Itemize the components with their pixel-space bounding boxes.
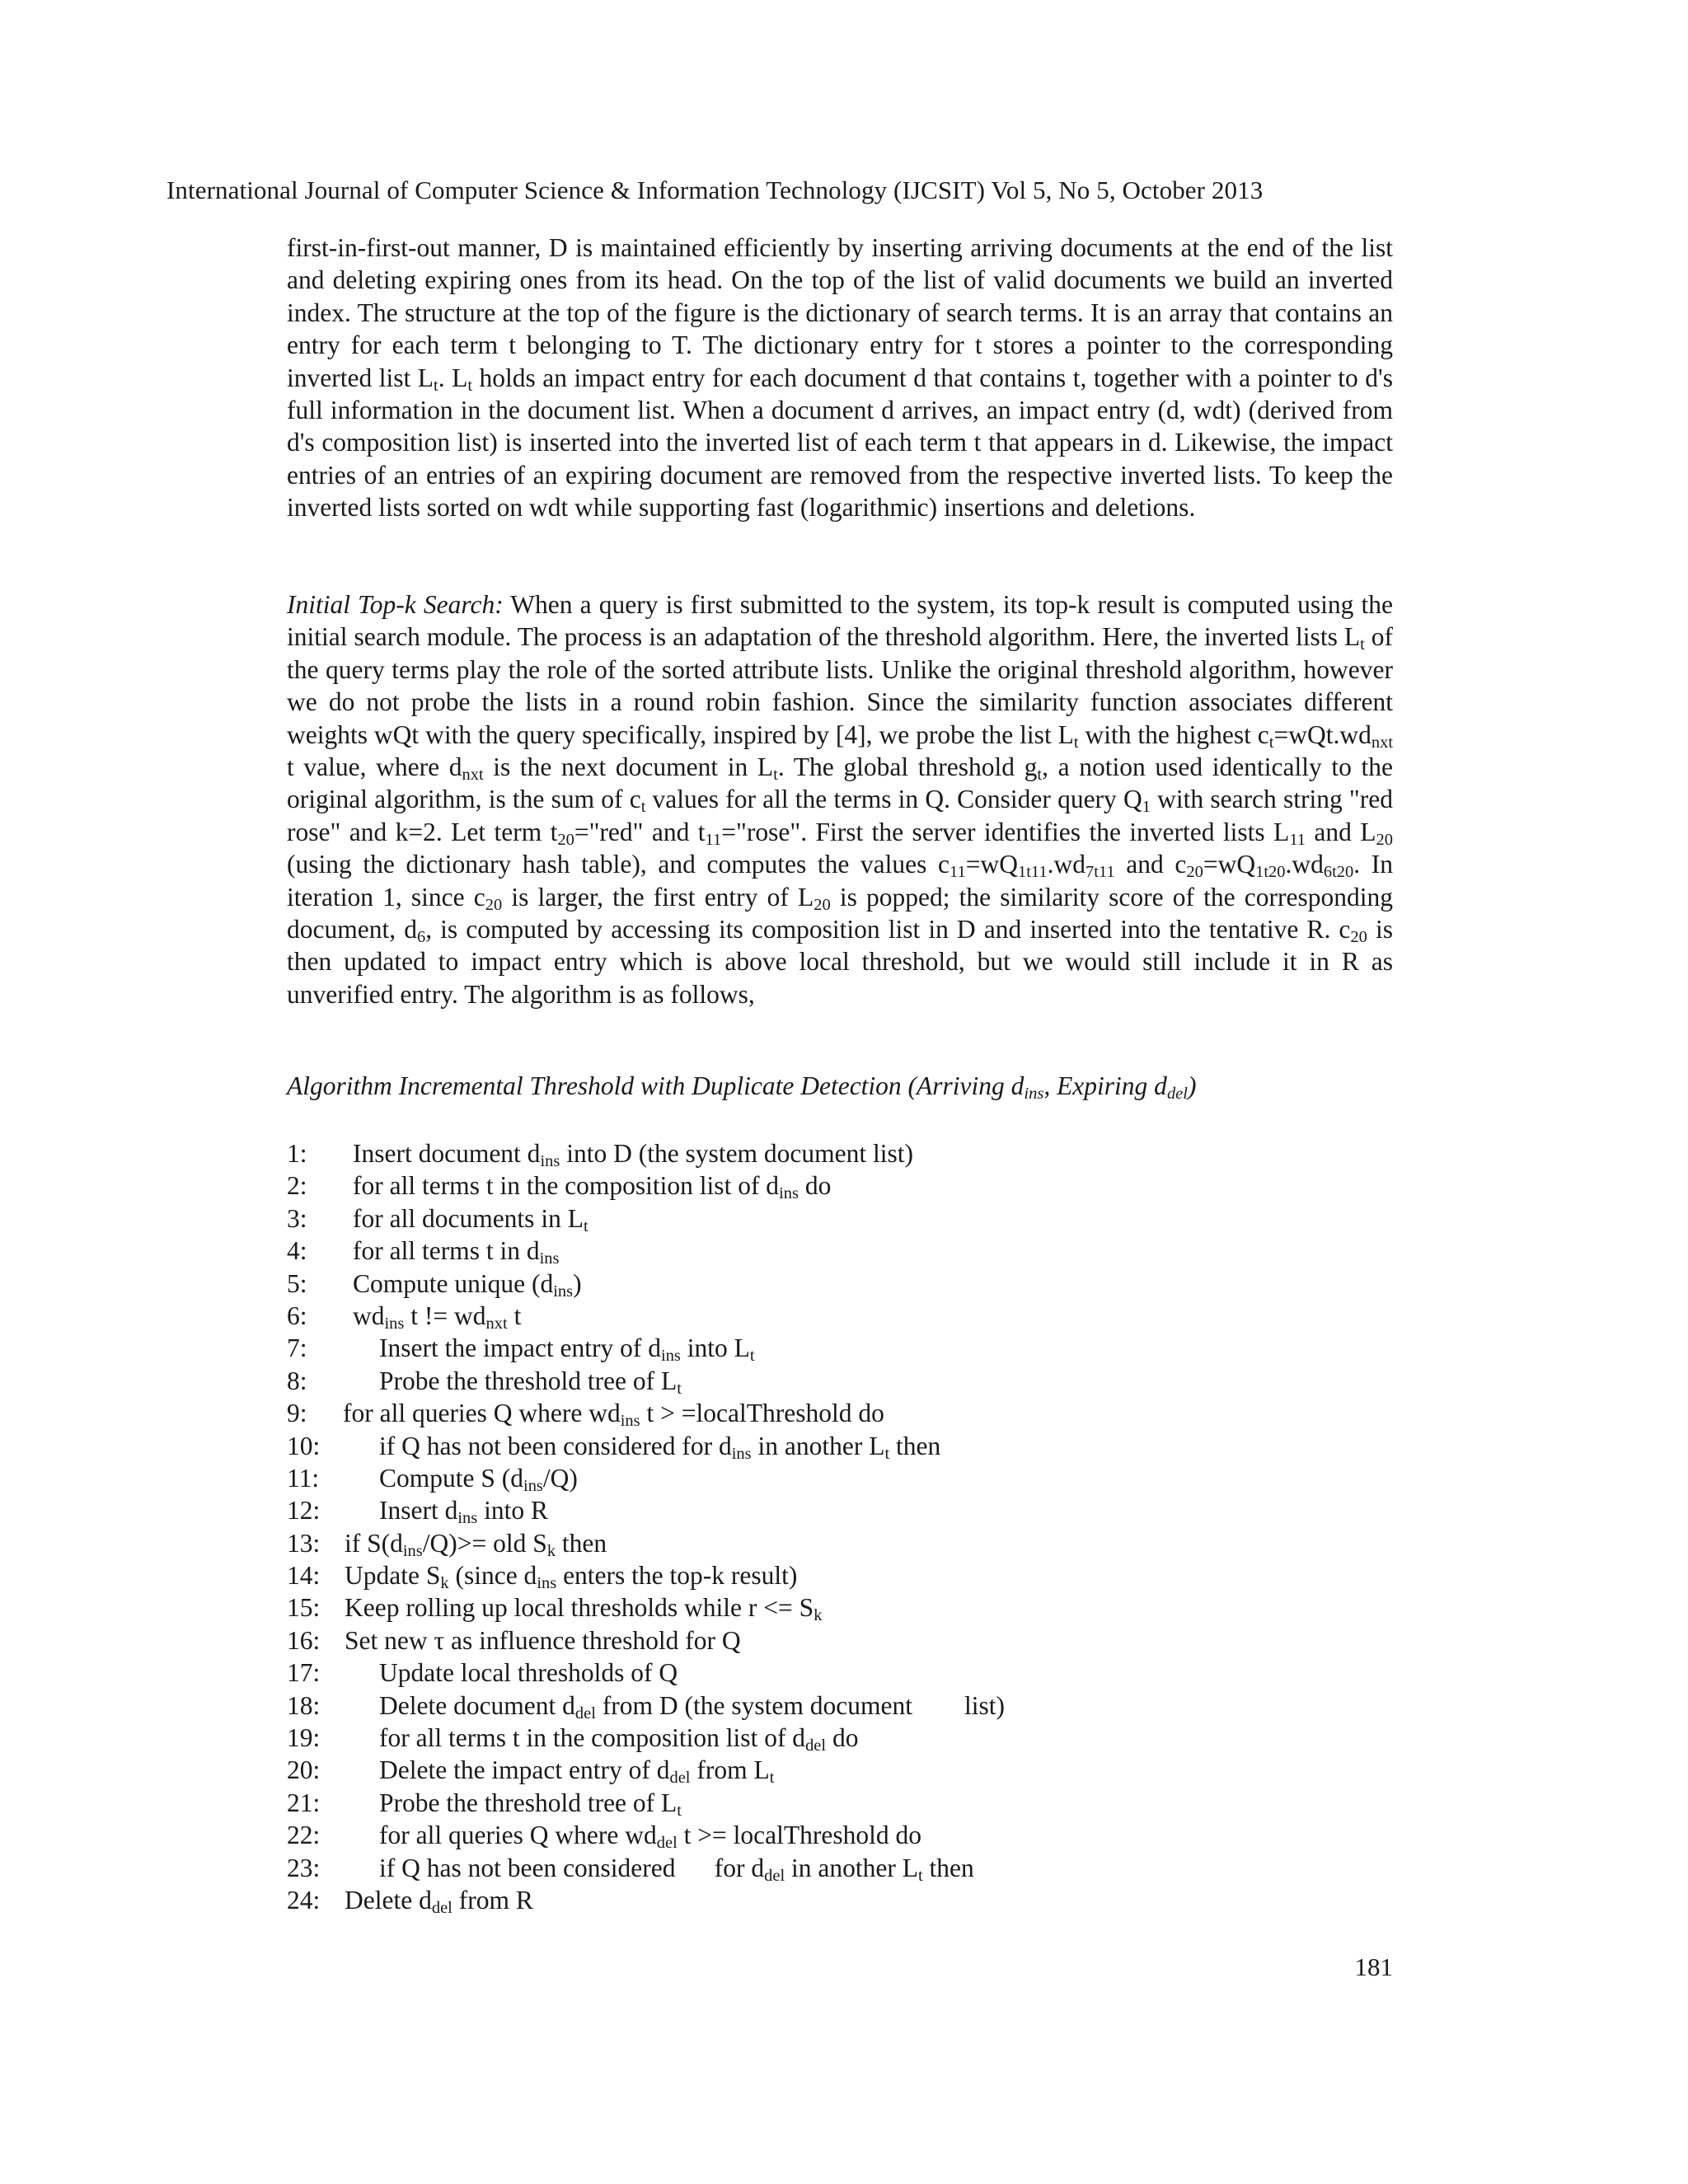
- step-text: Insert $d_{ins}$ into R: [379, 1496, 549, 1528]
- algorithm-title: Algorithm Incremental Threshold with Duplicate Detection (Arriving $d_{ins}$, Expiring $d_{del}$): [287, 1071, 1197, 1104]
- step-text: Update local thresholds of Q: [379, 1658, 678, 1688]
- step-text: if Q has not been considered for $d_{del}$ in another $L_t$ then: [379, 1853, 974, 1885]
- algorithm-step: [287, 1462, 1393, 1494]
- step-text: Insert document $d_{ins}$ into D (the system document list): [353, 1139, 914, 1171]
- algorithm-step: [287, 1657, 1393, 1689]
- algorithm-step: [287, 1365, 1393, 1397]
- step-text: for all terms t in the composition list of $d_{ins}$ do: [353, 1171, 832, 1203]
- algorithm-steps: [287, 1137, 1393, 1916]
- step-number: 4:: [287, 1236, 307, 1266]
- journal-header: International Journal of Computer Science & Information Technology (IJCSIT) Vol 5, No 5, October 2013: [166, 176, 1264, 204]
- algorithm-step: [287, 1332, 1393, 1364]
- step-text: Probe the threshold tree of $L_t$: [379, 1366, 682, 1398]
- step-text: Delete document $d_{del}$ from D (the system document list): [379, 1690, 1005, 1722]
- algorithm-step: [287, 1591, 1393, 1624]
- step-number: 20:: [287, 1755, 321, 1785]
- step-text: for all documents in $L_t$: [353, 1203, 588, 1235]
- algorithm-step: [287, 1137, 1393, 1169]
- step-number: 15:: [287, 1593, 321, 1623]
- step-text: for all terms t in $d_{ins}$: [353, 1236, 560, 1268]
- step-text: if Q has not been considered for $d_{ins}$ in another $L_t$ then: [379, 1431, 941, 1463]
- step-number: 18:: [287, 1690, 321, 1720]
- algorithm-step: [287, 1494, 1393, 1526]
- algorithm-step: [287, 1754, 1393, 1786]
- step-number: 11:: [287, 1463, 320, 1493]
- step-text: Compute S $(d_{ins}/Q)$: [379, 1463, 578, 1496]
- paragraph-text: first-in-first-out manner, D is maintained efficiently by inserting arriving documents at the end of the list and deleting expiring ones from its head. On the top of the list of valid documents we build an inverted index. The structure at the top of the figure is the dictionary of search terms. It is an array that contains an entry for each term t belonging to T. The dictionary entry for t stores a pointer to the corresponding inverted list $L_t$. $L_t$ holds an impact entry for each document d that contains t, together with a pointer to d's full information in the document list. When a document d arrives, an impact entry (d, wdt) (derived from d's composition list) is inserted into the inverted list of each term t that appears in d. Likewise, the impact entries of an entries of an expiring document are removed from the respective inverted lists. To keep the inverted lists sorted on wdt while supporting fast (logarithmic) insertions and deletions.: [287, 233, 1393, 523]
- step-text: Probe the threshold tree of $L_t$: [379, 1788, 682, 1820]
- paragraph-inverted-index: [287, 232, 1393, 524]
- step-number: 21:: [287, 1788, 321, 1817]
- step-text: $wd_{ins}$ t != $wd_{nxt}$ t: [353, 1301, 522, 1333]
- algorithm-step: [287, 1722, 1393, 1754]
- step-text: Compute unique $(d_{ins})$: [353, 1268, 582, 1301]
- algorithm-step: [287, 1852, 1393, 1884]
- algorithm-step: [287, 1235, 1393, 1267]
- step-number: 19:: [287, 1723, 321, 1753]
- step-number: 7:: [287, 1333, 307, 1363]
- algorithm-step: [287, 1690, 1393, 1722]
- step-number: 23:: [287, 1853, 321, 1882]
- algorithm-step: [287, 1268, 1393, 1300]
- step-text: for all queries Q where $wd_{ins}$ t > =localThreshold do: [343, 1399, 884, 1431]
- algorithm-step: [287, 1202, 1393, 1235]
- step-text: for all queries Q where $wd_{del}$ t >= localThreshold do: [379, 1821, 921, 1853]
- step-number: 14:: [287, 1561, 321, 1591]
- step-text: for all terms t in the composition list of $d_{del}$ do: [379, 1723, 859, 1755]
- algorithm-step: [287, 1559, 1393, 1591]
- step-number: 22:: [287, 1821, 321, 1850]
- step-number: 6:: [287, 1301, 307, 1330]
- algorithm-step: [287, 1624, 1393, 1657]
- step-text: Insert the impact entry of $d_{ins}$ into $L_t$: [379, 1333, 755, 1366]
- algorithm-step: [287, 1397, 1393, 1429]
- step-text: if $S(d_{ins}/Q)>=$ old $S_k$ then: [345, 1528, 607, 1560]
- step-number: 1:: [287, 1139, 307, 1168]
- step-number: 24:: [287, 1885, 321, 1915]
- step-number: 8:: [287, 1366, 307, 1395]
- step-number: 17:: [287, 1658, 321, 1688]
- page-number: 181: [1354, 1952, 1393, 1981]
- paragraph-initial-topk-search: [287, 588, 1393, 1010]
- step-number: 13:: [287, 1528, 321, 1558]
- algorithm-step: [287, 1430, 1393, 1462]
- algorithm-step: [287, 1527, 1393, 1559]
- algorithm-step: [287, 1169, 1393, 1202]
- step-number: 10:: [287, 1431, 321, 1460]
- step-text: Update $S_k$ (since $d_{ins}$ enters the top-k result): [345, 1561, 798, 1593]
- step-text: Delete $d_{del}$ from R: [345, 1885, 533, 1918]
- algorithm-step: [287, 1819, 1393, 1851]
- algorithm-step: [287, 1300, 1393, 1332]
- step-number: 3:: [287, 1203, 307, 1233]
- paragraph-lead-in: Initial Top-k Search:: [287, 590, 504, 619]
- step-number: 2:: [287, 1171, 307, 1201]
- step-text: Keep rolling up local thresholds while $r <= S_k$: [345, 1593, 823, 1625]
- step-number: 16:: [287, 1625, 321, 1655]
- step-number: 5:: [287, 1268, 307, 1298]
- step-number: 12:: [287, 1496, 321, 1526]
- algorithm-step: [287, 1884, 1393, 1916]
- step-number: 9:: [287, 1399, 307, 1428]
- step-text: Delete the impact entry of $d_{del}$ from $L_t$: [379, 1755, 775, 1788]
- paragraph-text: When a query is first submitted to the system, its top-k result is computed using the initial search module. The process is an adaptation of the threshold algorithm. Here, the inverted lists $L_t$ of the query terms play the role of the sorted attribute lists. Unlike the original threshold algorithm, however we do not probe the lists in a round robin fashion. Since the similarity function associates different weights wQt with the query specifically, inspired by [4], we probe the list $L_t$ with the highest $c_t=wQt.wd_{nxt}$ t value, where $d_{nxt}$ is the next document in $L_t$. The global threshold $g_t$, a notion used identically to the original algorithm, is the sum of $c_t$ values for all the terms in Q. Consider query $Q_1$ with search string "red rose" and k=2. Let term $t_{20}="red$" and $t_{11}="rose$". First the server identifies the inverted lists $L_{11}$ and $L_{20}$ (using the dictionary hash table), and computes the values $c_{11}=wQ_{1t11}.wd_{7t11}$ and $c_{20}=wQ_{1t20}.wd_{6t20}$. In iteration 1, since $c_{20}$ is larger, the first entry of $L_{20}$ is popped; the similarity score of the corresponding document, $d_6$, is computed by accessing its composition list in D and inserted into the tentative R. $c_{20}$ is then updated to impact entry which is above local threshold, but we would still include it in R as unverified entry. The algorithm is as follows,: [287, 590, 1394, 1009]
- step-text: Set new τ as influence threshold for Q: [345, 1625, 741, 1655]
- algorithm-step: [287, 1787, 1393, 1819]
